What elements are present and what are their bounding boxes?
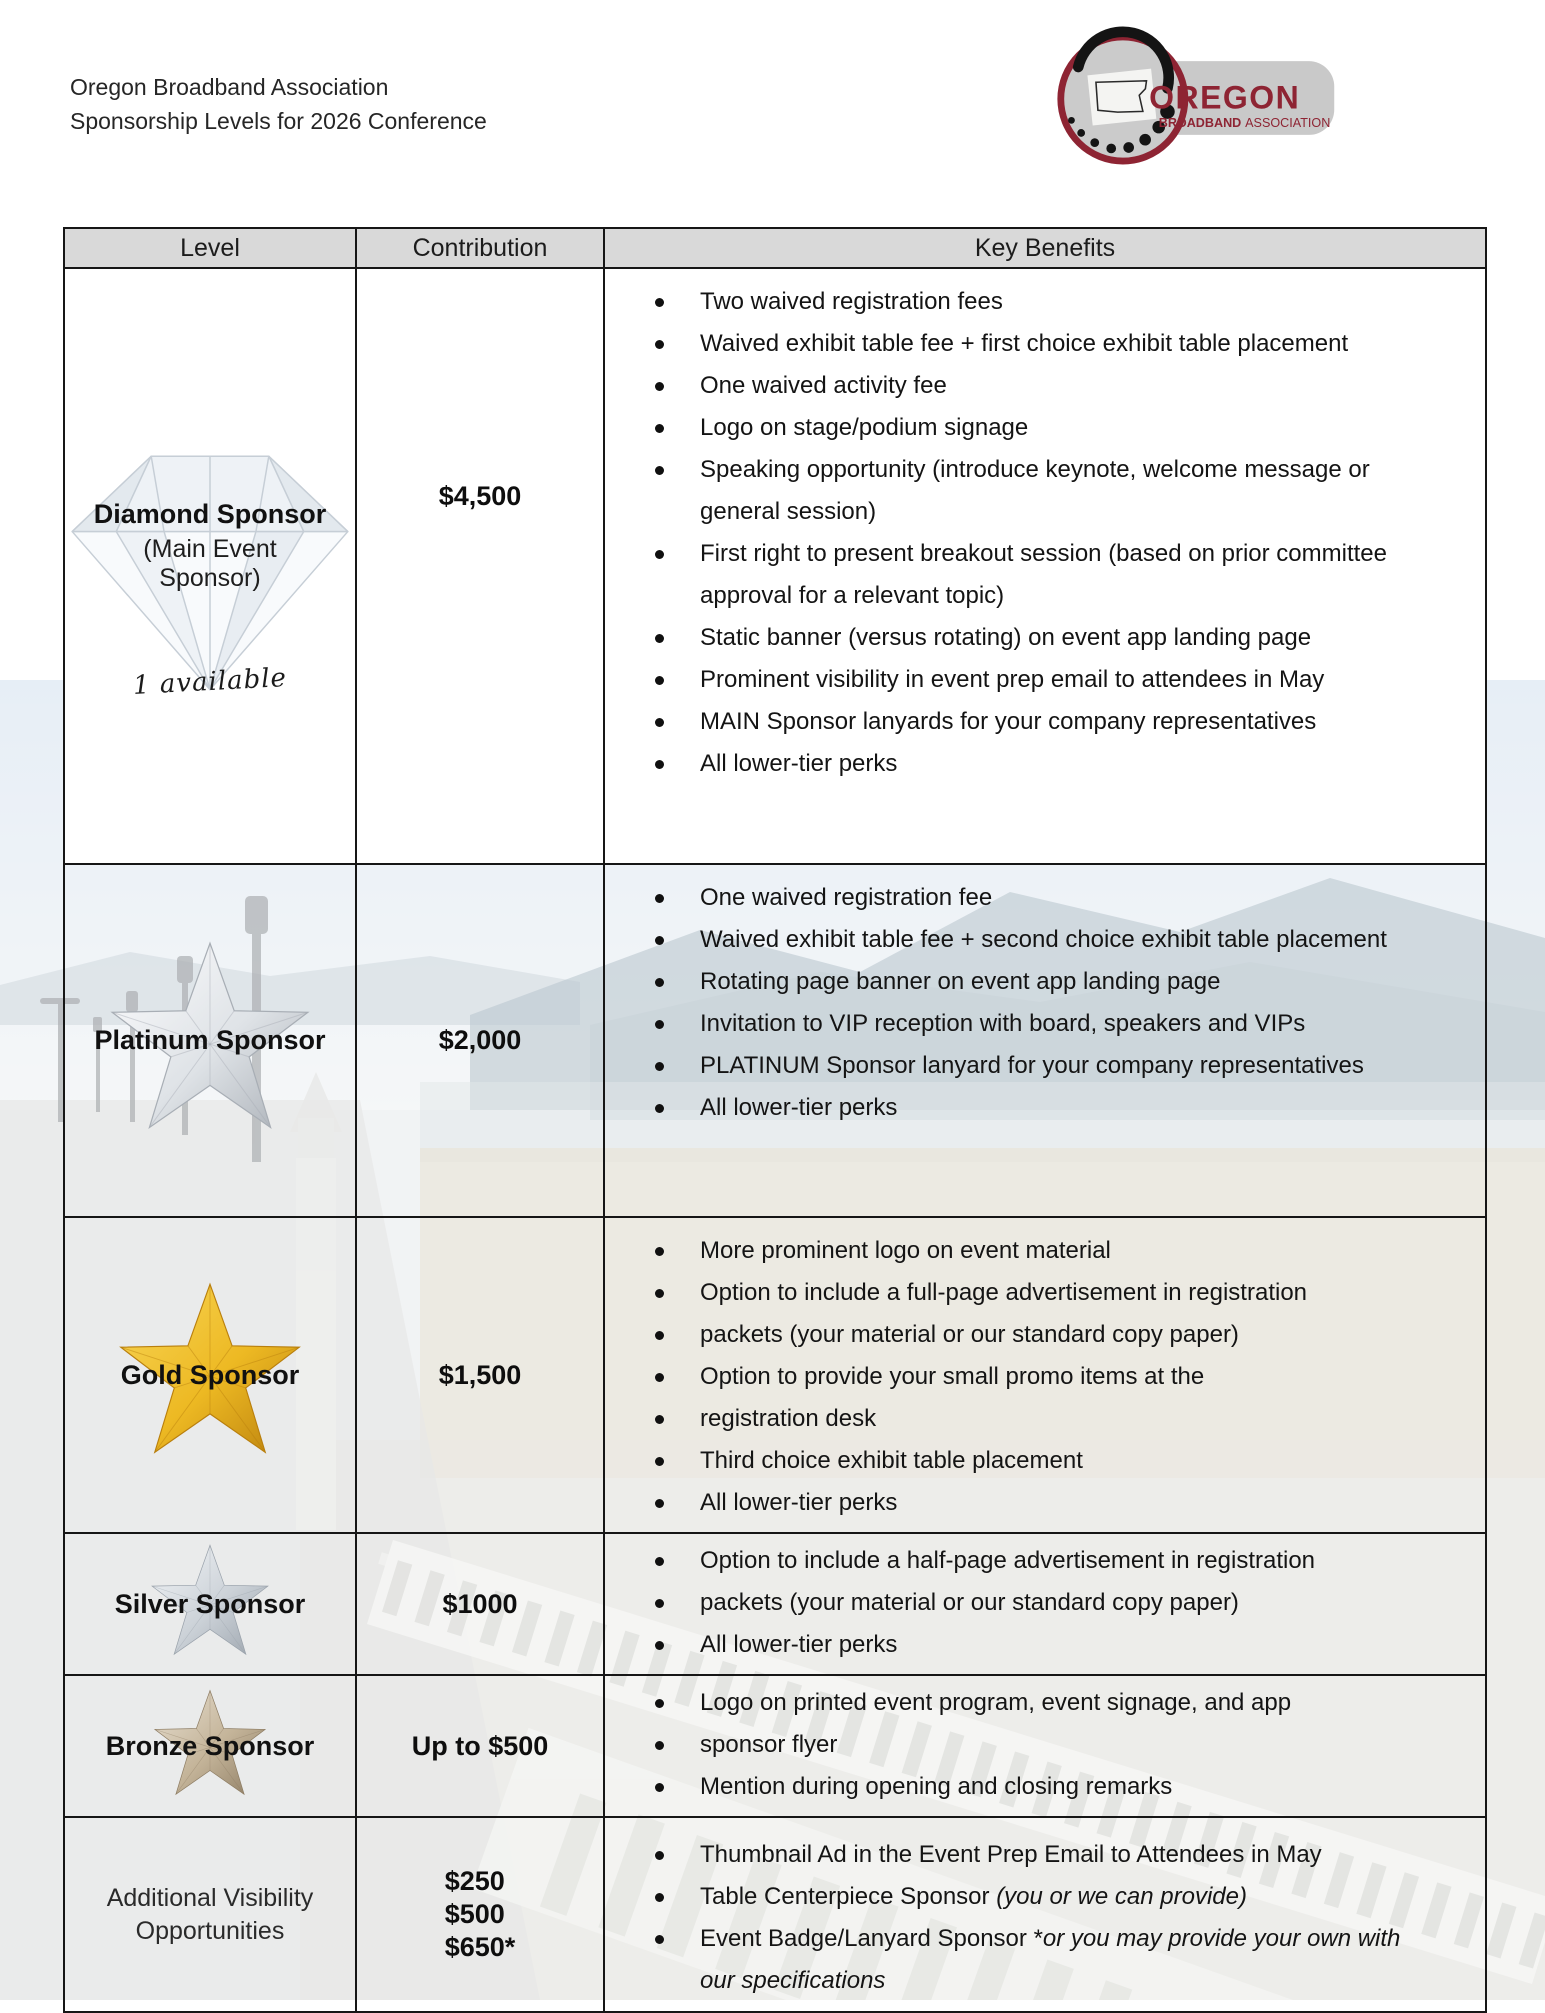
benefit-text: All lower-tier perks (700, 750, 898, 777)
benefit-text: (you or we can provide) (996, 1883, 1247, 1910)
benefit-text: Rotating page banner on event app landing page (700, 968, 1221, 995)
benefits-cell (605, 1218, 1485, 1532)
row-bronze (65, 1674, 1485, 1816)
benefit-text: All lower-tier perks (700, 1094, 898, 1121)
level-cell (65, 1676, 357, 1816)
benefit-text: packets (your material or our standard copy paper) (700, 1321, 1239, 1348)
benefit-item (653, 1682, 1422, 1724)
header-contribution: Contribution (357, 229, 605, 267)
benefit-item (653, 533, 1422, 617)
benefit-item (653, 1624, 1422, 1666)
benefit-text: PLATINUM Sponsor lanyard for your company representatives (700, 1052, 1364, 1079)
benefit-item (653, 1045, 1422, 1087)
org-logo (1022, 26, 1342, 172)
row-diamond (65, 267, 1485, 863)
logo-subtitle-bold: BROADBAND (1158, 116, 1242, 131)
level-cell (65, 1818, 357, 2011)
benefit-text: Thumbnail Ad in the Event Prep Email to Attendees in May (700, 1841, 1322, 1868)
header-key-benefits: Key Benefits (605, 229, 1485, 267)
level-label: Bronze Sponsor (105, 1730, 315, 1761)
level-cell (65, 865, 357, 1216)
benefit-text: Speaking opportunity (introduce keynote, welcome message or general session) (700, 456, 1370, 525)
level-cell (65, 1534, 357, 1674)
benefit-text: packets (your material or our standard copy paper) (700, 1589, 1239, 1616)
logo-org-name: OREGON (1149, 79, 1301, 116)
benefit-item (653, 617, 1422, 659)
benefits-list (605, 1218, 1485, 1532)
benefits-list (605, 1534, 1485, 1674)
benefit-item (653, 961, 1422, 1003)
contribution-value: $1000 (442, 1588, 518, 1619)
benefit-item (653, 1003, 1422, 1045)
benefit-text: Waived exhibit table fee + second choice exhibit table placement (700, 926, 1387, 953)
benefit-item (653, 281, 1422, 323)
sponsorship-table (63, 227, 1487, 2013)
benefit-text: Prominent visibility in event prep email to attendees in May (700, 666, 1325, 693)
benefit-text: Event Badge/Lanyard Sponsor * (700, 1925, 1043, 1952)
level-cell (65, 1218, 357, 1532)
benefit-text: Third choice exhibit table placement (700, 1447, 1083, 1474)
benefit-text: One waived activity fee (700, 372, 947, 399)
contribution-cell (357, 1818, 605, 2011)
benefit-item (653, 1482, 1422, 1524)
benefits-cell (605, 1534, 1485, 1674)
benefit-item (653, 365, 1422, 407)
level-label: Diamond Sponsor (93, 499, 327, 529)
benefit-item (653, 1766, 1422, 1808)
benefit-item (653, 1582, 1422, 1624)
benefit-item (653, 701, 1422, 743)
benefit-item (653, 323, 1422, 365)
benefit-item (653, 1314, 1422, 1356)
contribution-value: $1,500 (438, 1359, 522, 1390)
contribution-cell (357, 1676, 605, 1816)
benefit-item (653, 1356, 1422, 1398)
availability-note: 1 available (132, 662, 288, 702)
contribution-cell (357, 1218, 605, 1532)
benefit-item (653, 1918, 1422, 2002)
row-platinum (65, 863, 1485, 1216)
document-title (70, 70, 487, 138)
logo-subtitle-rest: ASSOCIATION (1245, 116, 1331, 131)
benefit-item (653, 1087, 1422, 1129)
benefit-text: Option to include a full-page advertisement in registration (700, 1279, 1308, 1306)
benefit-item (653, 1440, 1422, 1482)
level-cell (65, 269, 357, 863)
level-label: Platinum Sponsor (94, 1025, 326, 1055)
contribution-value: $500 (444, 1899, 505, 1929)
benefit-item (653, 1724, 1422, 1766)
contribution-cell (357, 269, 605, 863)
title-line-2: Sponsorship Levels for 2026 Conference (70, 108, 487, 134)
contribution-cell (357, 1534, 605, 1674)
benefit-item (653, 877, 1422, 919)
row-gold (65, 1216, 1485, 1532)
logo-subtitle (1159, 116, 1331, 130)
benefit-item (653, 1876, 1422, 1918)
benefits-cell (605, 1818, 1485, 2011)
contribution-cell (357, 865, 605, 1216)
level-label: Silver Sponsor (114, 1588, 306, 1619)
contribution-value: $650* (444, 1932, 516, 1962)
header-level: Level (65, 229, 357, 267)
benefit-item (653, 1834, 1422, 1876)
benefit-item (653, 1398, 1422, 1440)
benefit-text: Two waived registration fees (700, 288, 1003, 315)
benefit-text: All lower-tier perks (700, 1489, 898, 1516)
benefit-text: sponsor flyer (700, 1731, 838, 1758)
benefit-text: Logo on printed event program, event signage, and app (700, 1689, 1292, 1716)
benefit-text: Mention during opening and closing remarks (700, 1773, 1173, 1800)
benefit-item (653, 1540, 1422, 1582)
benefit-item (653, 407, 1422, 449)
row-additional (65, 1816, 1485, 2011)
benefit-item (653, 449, 1422, 533)
benefit-text: registration desk (700, 1405, 877, 1432)
benefits-cell (605, 269, 1485, 863)
benefit-text: Static banner (versus rotating) on event app landing page (700, 624, 1312, 651)
benefit-text: Table Centerpiece Sponsor (700, 1883, 997, 1910)
benefits-list (605, 1818, 1485, 2010)
contribution-value: $2,000 (438, 1025, 522, 1055)
contribution-value: $4,500 (438, 481, 522, 511)
benefit-text: One waived registration fee (700, 884, 993, 911)
benefit-text: Option to include a half-page advertisement in registration (700, 1547, 1316, 1574)
benefits-list (605, 865, 1485, 1137)
benefit-item (653, 743, 1422, 785)
benefits-list (605, 269, 1485, 793)
level-label: Additional Visibility Opportunities (106, 1883, 314, 1945)
benefits-list (605, 1676, 1485, 1816)
contribution-values (445, 1865, 516, 1964)
benefit-text: All lower-tier perks (700, 1631, 898, 1658)
contribution-value: $250 (444, 1866, 505, 1896)
benefit-text: More prominent logo on event material (700, 1237, 1111, 1264)
org-logo-art (1022, 26, 1342, 172)
table-header-row (65, 229, 1485, 267)
benefit-item (653, 1230, 1422, 1272)
benefit-text: Option to provide your small promo items at the (700, 1363, 1205, 1390)
benefit-text: or you may provide your own with our specifications (700, 1925, 1401, 1994)
benefit-text: Waived exhibit table fee + first choice exhibit table placement (700, 330, 1349, 357)
benefit-text: Invitation to VIP reception with board, speakers and VIPs (700, 1010, 1306, 1037)
oregon-state-icon (1087, 69, 1156, 126)
benefit-item (653, 659, 1422, 701)
benefit-item (653, 919, 1422, 961)
level-sublabel: (Main Event Sponsor) (143, 535, 277, 592)
contribution-value: Up to $500 (411, 1730, 549, 1761)
level-label: Gold Sponsor (120, 1359, 300, 1390)
benefit-text: Logo on stage/podium signage (700, 414, 1029, 441)
benefit-text: First right to present breakout session (based on prior committee approval for a relevant topic) (700, 540, 1387, 609)
benefit-item (653, 1272, 1422, 1314)
row-silver (65, 1532, 1485, 1674)
benefits-cell (605, 1676, 1485, 1816)
benefits-cell (605, 865, 1485, 1216)
benefit-text: MAIN Sponsor lanyards for your company representatives (700, 708, 1317, 735)
title-line-1: Oregon Broadband Association (70, 74, 389, 100)
